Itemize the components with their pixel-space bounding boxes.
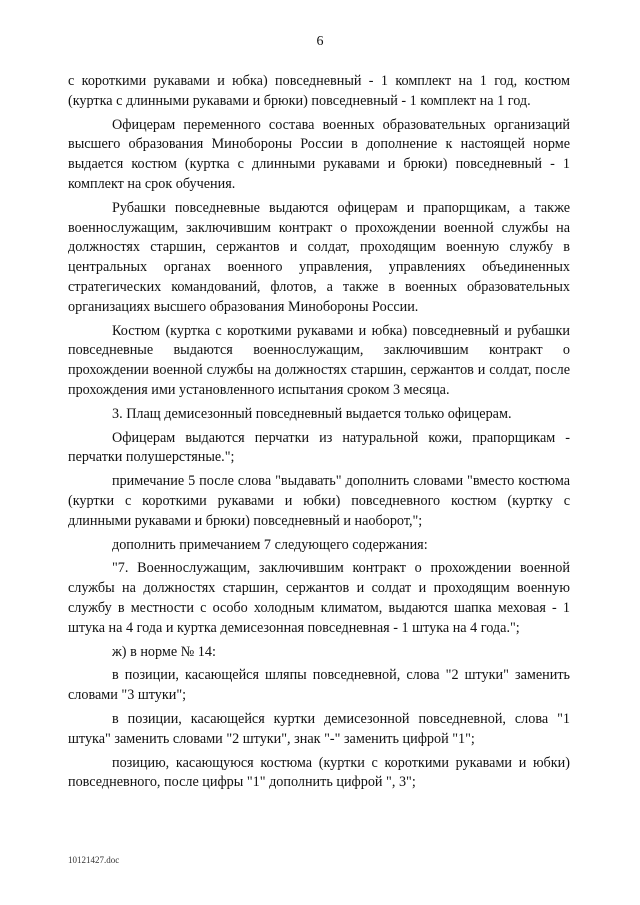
paragraph: позицию, касающуюся костюма (куртки с короткими рукавами и юбки) повседневного, после цифры "1" дополнить цифрой ", 3"; — [68, 754, 570, 791]
paragraph: Офицерам выдаются перчатки из натуральной кожи, прапорщикам - перчатки полушерстяные."; — [68, 429, 570, 466]
paragraph: в позиции, касающейся куртки демисезонной повседневной, слова "1 штука" заменить словами "2 штуки", знак "-" заменить цифрой "1"; — [68, 710, 570, 747]
paragraph: Рубашки повседневные выдаются офицерам и прапорщикам, а также военнослужащим, заключившим контракт о прохождении военной службы на должностях старшин, сержантов и солдат, проходящим военную службу в центральных органах военного управления, управлениях объединенных стратегических командований, флотов, а также в военных образовательных организациях высшего образования Минобороны России. — [68, 199, 570, 315]
footer-filename: 10121427.doc — [68, 855, 120, 865]
page-number: 6 — [316, 34, 324, 49]
paragraph: примечание 5 после слова "выдавать" дополнить словами "вместо костюма (куртки с короткими рукавами и юбки) повседневного костюм (куртку с длинными рукавами и брюки) повседневный и наоборот,"; — [68, 473, 570, 529]
document-body — [68, 72, 570, 797]
paragraph: дополнить примечанием 7 следующего содержания: — [112, 536, 428, 553]
paragraph: в позиции, касающейся шляпы повседневной, слова "2 штуки" заменить словами "3 штуки"; — [68, 667, 570, 704]
paragraph: Офицерам переменного состава военных образовательных организаций высшего образования Минобороны России в дополнение к настоящей норме выдается костюм (куртка с длинными рукавами и брюки) повседневный - 1 комплект на срок обучения. — [68, 116, 570, 192]
paragraph: с короткими рукавами и юбка) повседневный - 1 комплект на 1 год, костюм (куртка с длинными рукавами и брюки) повседневный - 1 комплект на 1 год. — [68, 73, 570, 109]
paragraph: Костюм (куртка с короткими рукавами и юбка) повседневный и рубашки повседневные выдаются военнослужащим, заключившим контракт о прохождении военной службы на должностях старшин, сержантов и солдат, после прохождения ими установленного испытания сроком 3 месяца. — [68, 322, 570, 398]
paragraph: 3. Плащ демисезонный повседневный выдается только офицерам. — [112, 405, 512, 422]
paragraph: ж) в норме № 14: — [112, 643, 216, 660]
paragraph: "7. Военнослужащим, заключившим контракт о прохождении военной службы на должностях старшин, сержантов и солдат и проходящим военную службу в местности с особо холодным климатом, выдаются шапка меховая - 1 штука на 4 года и куртка демисезонная повседневная - 1 штука на 4 года."; — [68, 560, 570, 636]
